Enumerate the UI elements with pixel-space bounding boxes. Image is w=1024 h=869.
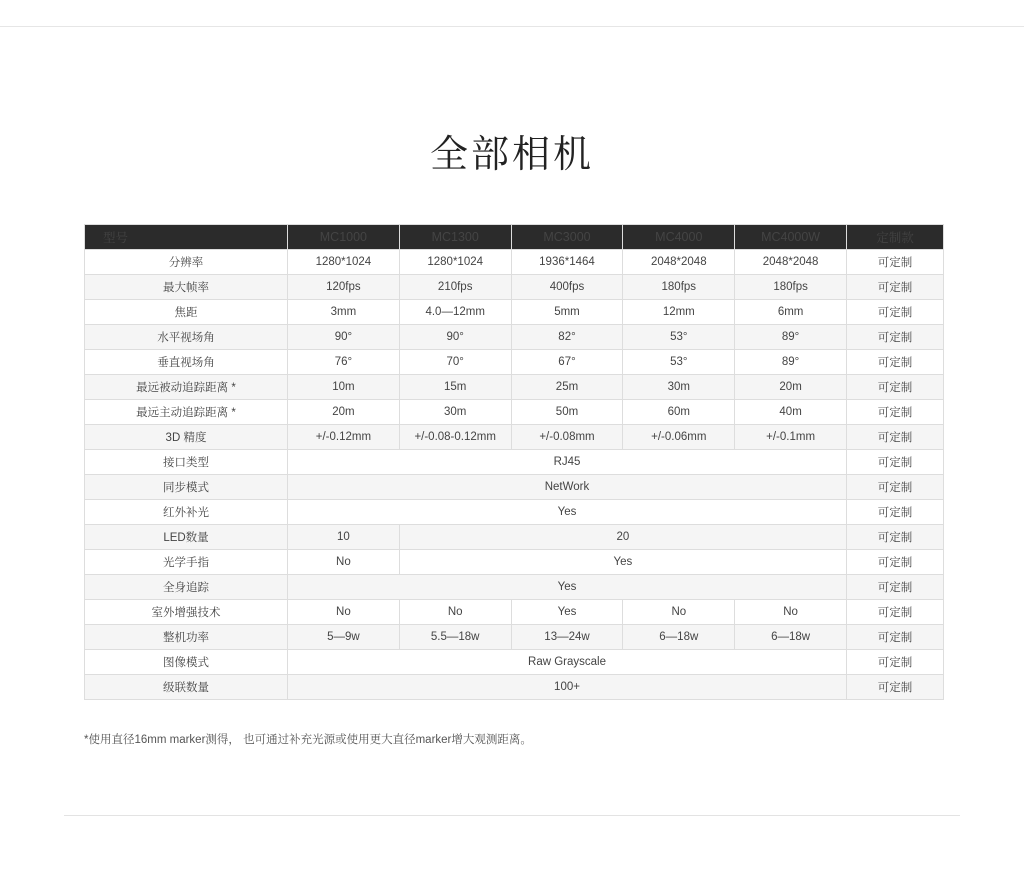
table-cell: 90° [399,325,511,350]
table-cell: No [623,600,735,625]
table-cell: 15m [399,375,511,400]
column-header-0: 型号 [85,225,288,250]
table-cell: 3mm [288,300,400,325]
table-row [85,525,944,550]
table-cell: 82° [511,325,623,350]
table-cell: 2048*2048 [623,250,735,275]
column-header-2: MC1300 [399,225,511,250]
table-cell: 400fps [511,275,623,300]
table-row [85,625,944,650]
table-cell: RJ45 [288,450,847,475]
table-row [85,400,944,425]
table-cell: 1280*1024 [399,250,511,275]
table-row [85,475,944,500]
table-cell: +/-0.1mm [735,425,847,450]
row-label: 最远主动追踪距离 * [85,400,288,425]
table-cell: 90° [288,325,400,350]
table-cell: 70° [399,350,511,375]
top-divider [0,26,1024,27]
table-row [85,575,944,600]
custom-cell: 可定制 [847,350,944,375]
table-cell: 2048*2048 [735,250,847,275]
custom-cell: 可定制 [847,600,944,625]
table-cell: 89° [735,350,847,375]
spec-table-body [85,250,944,700]
spec-table-container [84,224,944,700]
table-cell: 6—18w [735,625,847,650]
table-cell: 210fps [399,275,511,300]
table-cell: No [399,600,511,625]
column-header-6: 定制款 [847,225,944,250]
table-cell: No [735,600,847,625]
custom-cell: 可定制 [847,300,944,325]
row-label: 接口类型 [85,450,288,475]
table-cell: 4.0—12mm [399,300,511,325]
row-label: 最远被动追踪距离 * [85,375,288,400]
custom-cell: 可定制 [847,325,944,350]
row-label: 整机功率 [85,625,288,650]
table-row [85,500,944,525]
column-header-4: MC4000 [623,225,735,250]
spec-table [84,224,944,700]
table-cell: Yes [288,575,847,600]
row-label: 同步模式 [85,475,288,500]
table-cell: 50m [511,400,623,425]
custom-cell: 可定制 [847,650,944,675]
column-header-3: MC3000 [511,225,623,250]
custom-cell: 可定制 [847,450,944,475]
column-header-1: MC1000 [288,225,400,250]
table-cell: 5.5—18w [399,625,511,650]
custom-cell: 可定制 [847,625,944,650]
table-cell: 20m [735,375,847,400]
row-label: 水平视场角 [85,325,288,350]
table-cell: 60m [623,400,735,425]
table-cell: Raw Grayscale [288,650,847,675]
table-cell: 180fps [623,275,735,300]
table-row [85,325,944,350]
table-cell: No [288,600,400,625]
table-cell: 10 [288,525,400,550]
custom-cell: 可定制 [847,250,944,275]
table-row [85,375,944,400]
table-cell: 12mm [623,300,735,325]
column-header-5: MC4000W [735,225,847,250]
row-label: 光学手指 [85,550,288,575]
bottom-divider [64,815,960,816]
table-row [85,300,944,325]
table-cell: 89° [735,325,847,350]
row-label: 最大帧率 [85,275,288,300]
table-cell: +/-0.12mm [288,425,400,450]
custom-cell: 可定制 [847,275,944,300]
table-cell: 53° [623,325,735,350]
custom-cell: 可定制 [847,425,944,450]
table-cell: Yes [511,600,623,625]
custom-cell: 可定制 [847,375,944,400]
row-label: 室外增强技术 [85,600,288,625]
row-label: 全身追踪 [85,575,288,600]
table-cell: 100+ [288,675,847,700]
table-row [85,600,944,625]
table-cell: 6—18w [623,625,735,650]
table-header-row [85,225,944,250]
spec-table-head [85,225,944,250]
row-label: 焦距 [85,300,288,325]
footnote: *使用直径16mm marker测得， 也可通过补充光源或使用更大直径marker增大观测距离。 [84,734,532,746]
page-title: 全部相机 [429,134,594,177]
table-cell: +/-0.08mm [511,425,623,450]
table-cell: Yes [288,500,847,525]
table-cell: 67° [511,350,623,375]
table-row [85,350,944,375]
table-cell: 25m [511,375,623,400]
custom-cell: 可定制 [847,475,944,500]
table-cell: No [288,550,400,575]
table-cell: 1280*1024 [288,250,400,275]
table-row [85,675,944,700]
row-label: 图像模式 [85,650,288,675]
row-label: 3D 精度 [85,425,288,450]
table-row [85,250,944,275]
row-label: 分辨率 [85,250,288,275]
table-row [85,650,944,675]
table-cell: 180fps [735,275,847,300]
custom-cell: 可定制 [847,400,944,425]
table-row [85,550,944,575]
table-cell: 13—24w [511,625,623,650]
row-label: 垂直视场角 [85,350,288,375]
custom-cell: 可定制 [847,525,944,550]
table-cell: 10m [288,375,400,400]
table-cell: NetWork [288,475,847,500]
table-cell: 1936*1464 [511,250,623,275]
table-row [85,450,944,475]
row-label: 红外补光 [85,500,288,525]
row-label: LED数量 [85,525,288,550]
custom-cell: 可定制 [847,500,944,525]
row-label: 级联数量 [85,675,288,700]
custom-cell: 可定制 [847,550,944,575]
table-cell: 5mm [511,300,623,325]
table-cell: Yes [399,550,846,575]
table-cell: +/-0.08-0.12mm [399,425,511,450]
custom-cell: 可定制 [847,575,944,600]
table-row [85,275,944,300]
table-cell: 30m [399,400,511,425]
table-cell: 20 [399,525,846,550]
table-cell: 76° [288,350,400,375]
table-cell: +/-0.06mm [623,425,735,450]
table-cell: 6mm [735,300,847,325]
custom-cell: 可定制 [847,675,944,700]
table-cell: 5—9w [288,625,400,650]
table-cell: 20m [288,400,400,425]
table-row [85,425,944,450]
table-cell: 53° [623,350,735,375]
table-cell: 40m [735,400,847,425]
table-cell: 30m [623,375,735,400]
table-cell: 120fps [288,275,400,300]
